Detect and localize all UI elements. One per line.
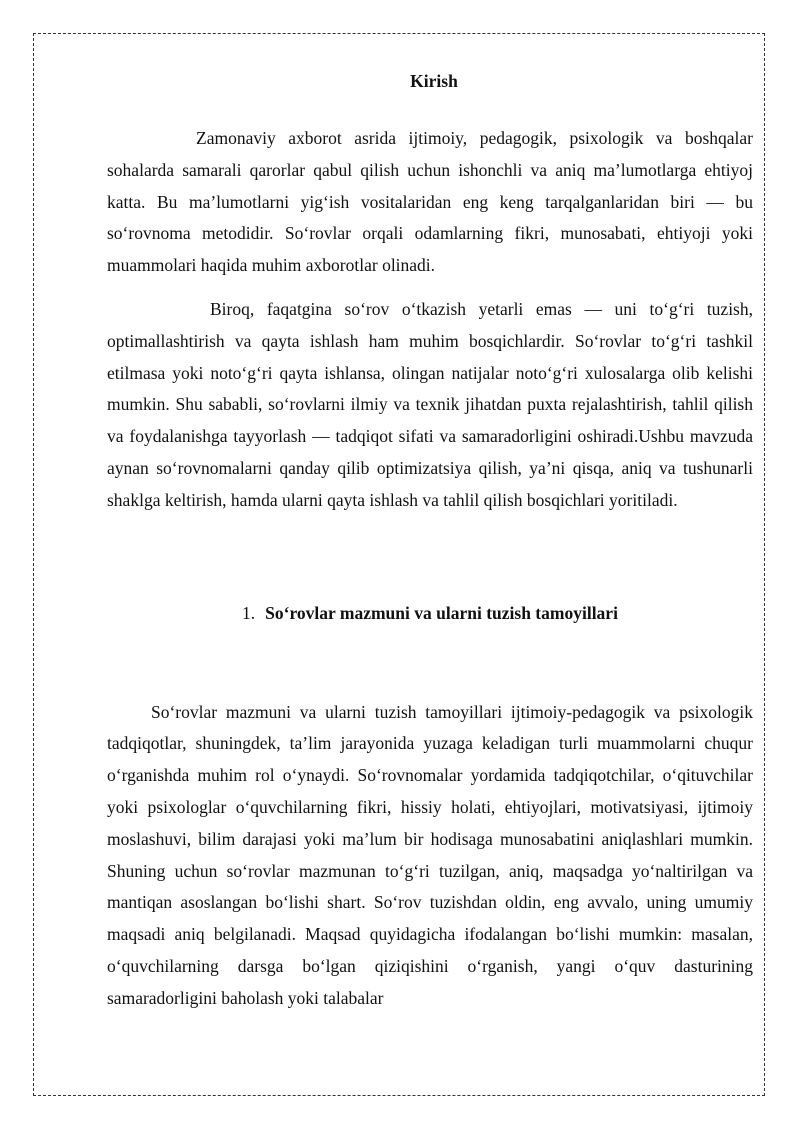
section-title: So‘rovlar mazmuni va ularni tuzish tamoyillari	[265, 602, 618, 623]
intro-paragraph-2: Biroq, faqatgina so‘rov o‘tkazish yetarli emas — uni to‘g‘ri tuzish, optimallashtirish va qayta ishlash ham muhim bosqichlardir. So‘rovlar to‘g‘ri tashkil etilmasa yoki noto‘g‘ri qayta ishlansa, olingan natijalar noto‘g‘ri xulosalarga olib kelishi mumkin. Shu sababli, so‘rovlarni ilmiy va texnik jihatdan puxta rejalashtirish, tahlil qilish va foydalanishga tayyorlash — tadqiqot sifati va samaradorligini oshiradi.Ushbu mavzuda aynan so‘rovnomalarni qanday qilib optimizatsiya qilish, ya’ni qisqa, aniq va tushunarli shaklga keltirish, hamda ularni qayta ishlash va tahlil qilish bosqichlari yoritiladi.	[107, 298, 753, 510]
intro-paragraph-1: Zamonaviy axborot asrida ijtimoiy, pedagogik, psixologik va boshqalar sohalarda samarali qarorlar qabul qilish uchun ishonchli va aniq ma’lumotlarga ehtiyoj katta. Bu ma’lumotlarni yig‘ish vositalaridan eng keng tarqalganlaridan biri — bu so‘rovnoma metodidir. So‘rovlar orqali odamlarning fikri, munosabati, ehtiyoji yoki muammolari haqida muhim axborotlar olinadi.	[107, 128, 753, 276]
section-heading	[107, 600, 753, 626]
document-body	[107, 68, 753, 1015]
section-paragraph: So‘rovlar mazmuni va ularni tuzish tamoyillari ijtimoiy-pedagogik va psixologik tadqiqotlar, shuningdek, ta’lim jarayonida yuzaga keladigan turli muammolarni chuqur o‘rganishda muhim rol o‘ynaydi. So‘rovnomalar yordamida tadqiqotchilar, o‘qituvchilar yoki psixologlar o‘quvchilarning fikri, hissiy holati, ehtiyojlari, motivatsiyasi, ijtimoiy moslashuvi, bilim darajasi yoki ma’lum bir hodisaga munosabatini aniqlashlari mumkin. Shuning uchun so‘rovlar mazmunan to‘g‘ri tuzilgan, aniq, maqsadga yo‘naltirilgan va mantiqan asoslangan bo‘lishi shart. So‘rov tuzishdan oldin, eng avvalo, uning umumiy maqsadi aniq belgilanadi. Maqsad quyidagicha ifodalangan bo‘lishi mumkin: masalan, o‘quvchilarning darsga bo‘lgan qiziqishini o‘rganish, yangi o‘quv dasturining samaradorligini baholash yoki talabalar	[107, 701, 753, 1008]
section-number: 1.	[242, 602, 256, 623]
page-heading: Kirish	[410, 71, 458, 91]
